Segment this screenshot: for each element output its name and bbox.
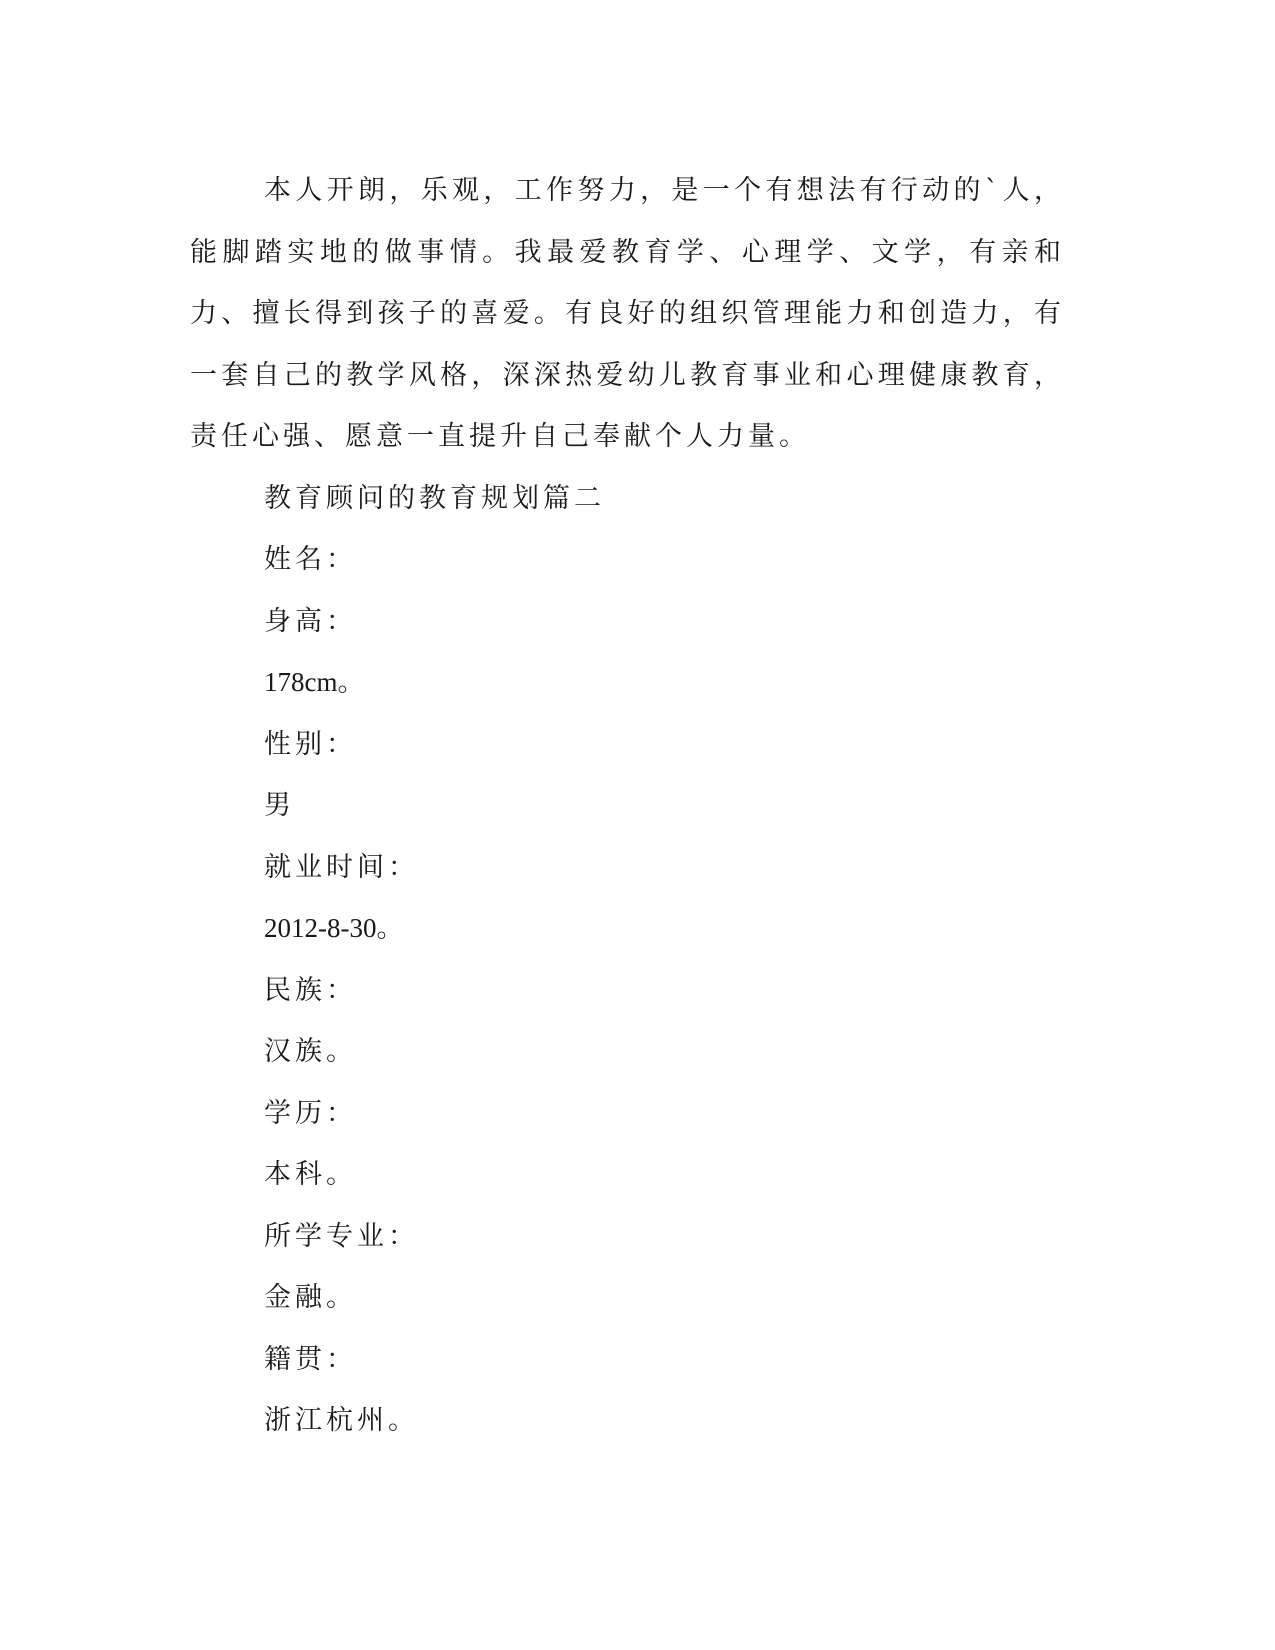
section-title: 教育顾问的教育规划篇二 <box>264 482 605 514</box>
document-body <box>190 160 1065 1452</box>
major-value: 金融。 <box>264 1282 357 1313</box>
major-label: 所学专业： <box>264 1220 419 1252</box>
height-value: 178cm。 <box>264 667 365 697</box>
employment-date-label: 就业时间： <box>264 851 419 883</box>
height-label: 身高： <box>264 605 357 637</box>
ethnicity-label: 民族： <box>264 974 357 1006</box>
ethnicity-value: 汉族。 <box>264 1036 357 1067</box>
intro-paragraph: 本人开朗，乐观，工作努力，是一个有想法有行动的`人，能脚踏实地的做事情。我最爱教育学、心理学、文学，有亲和力、擅长得到孩子的喜爱。有良好的组织管理能力和创造力，有一套自己的教学风格，深深热爱幼儿教育事业和心理健康教育，责任心强、愿意一直提升自己奉献个人力量。 <box>190 175 1065 452</box>
hometown-value: 浙江杭州。 <box>264 1405 419 1436</box>
employment-date-value: 2012-8-30。 <box>264 913 404 943</box>
name-label: 姓名： <box>264 544 357 575</box>
education-value: 本科。 <box>264 1159 357 1190</box>
hometown-label: 籍贯： <box>264 1343 357 1375</box>
education-label: 学历： <box>264 1097 357 1129</box>
gender-label: 性别： <box>264 728 357 760</box>
gender-value: 男 <box>264 790 295 821</box>
